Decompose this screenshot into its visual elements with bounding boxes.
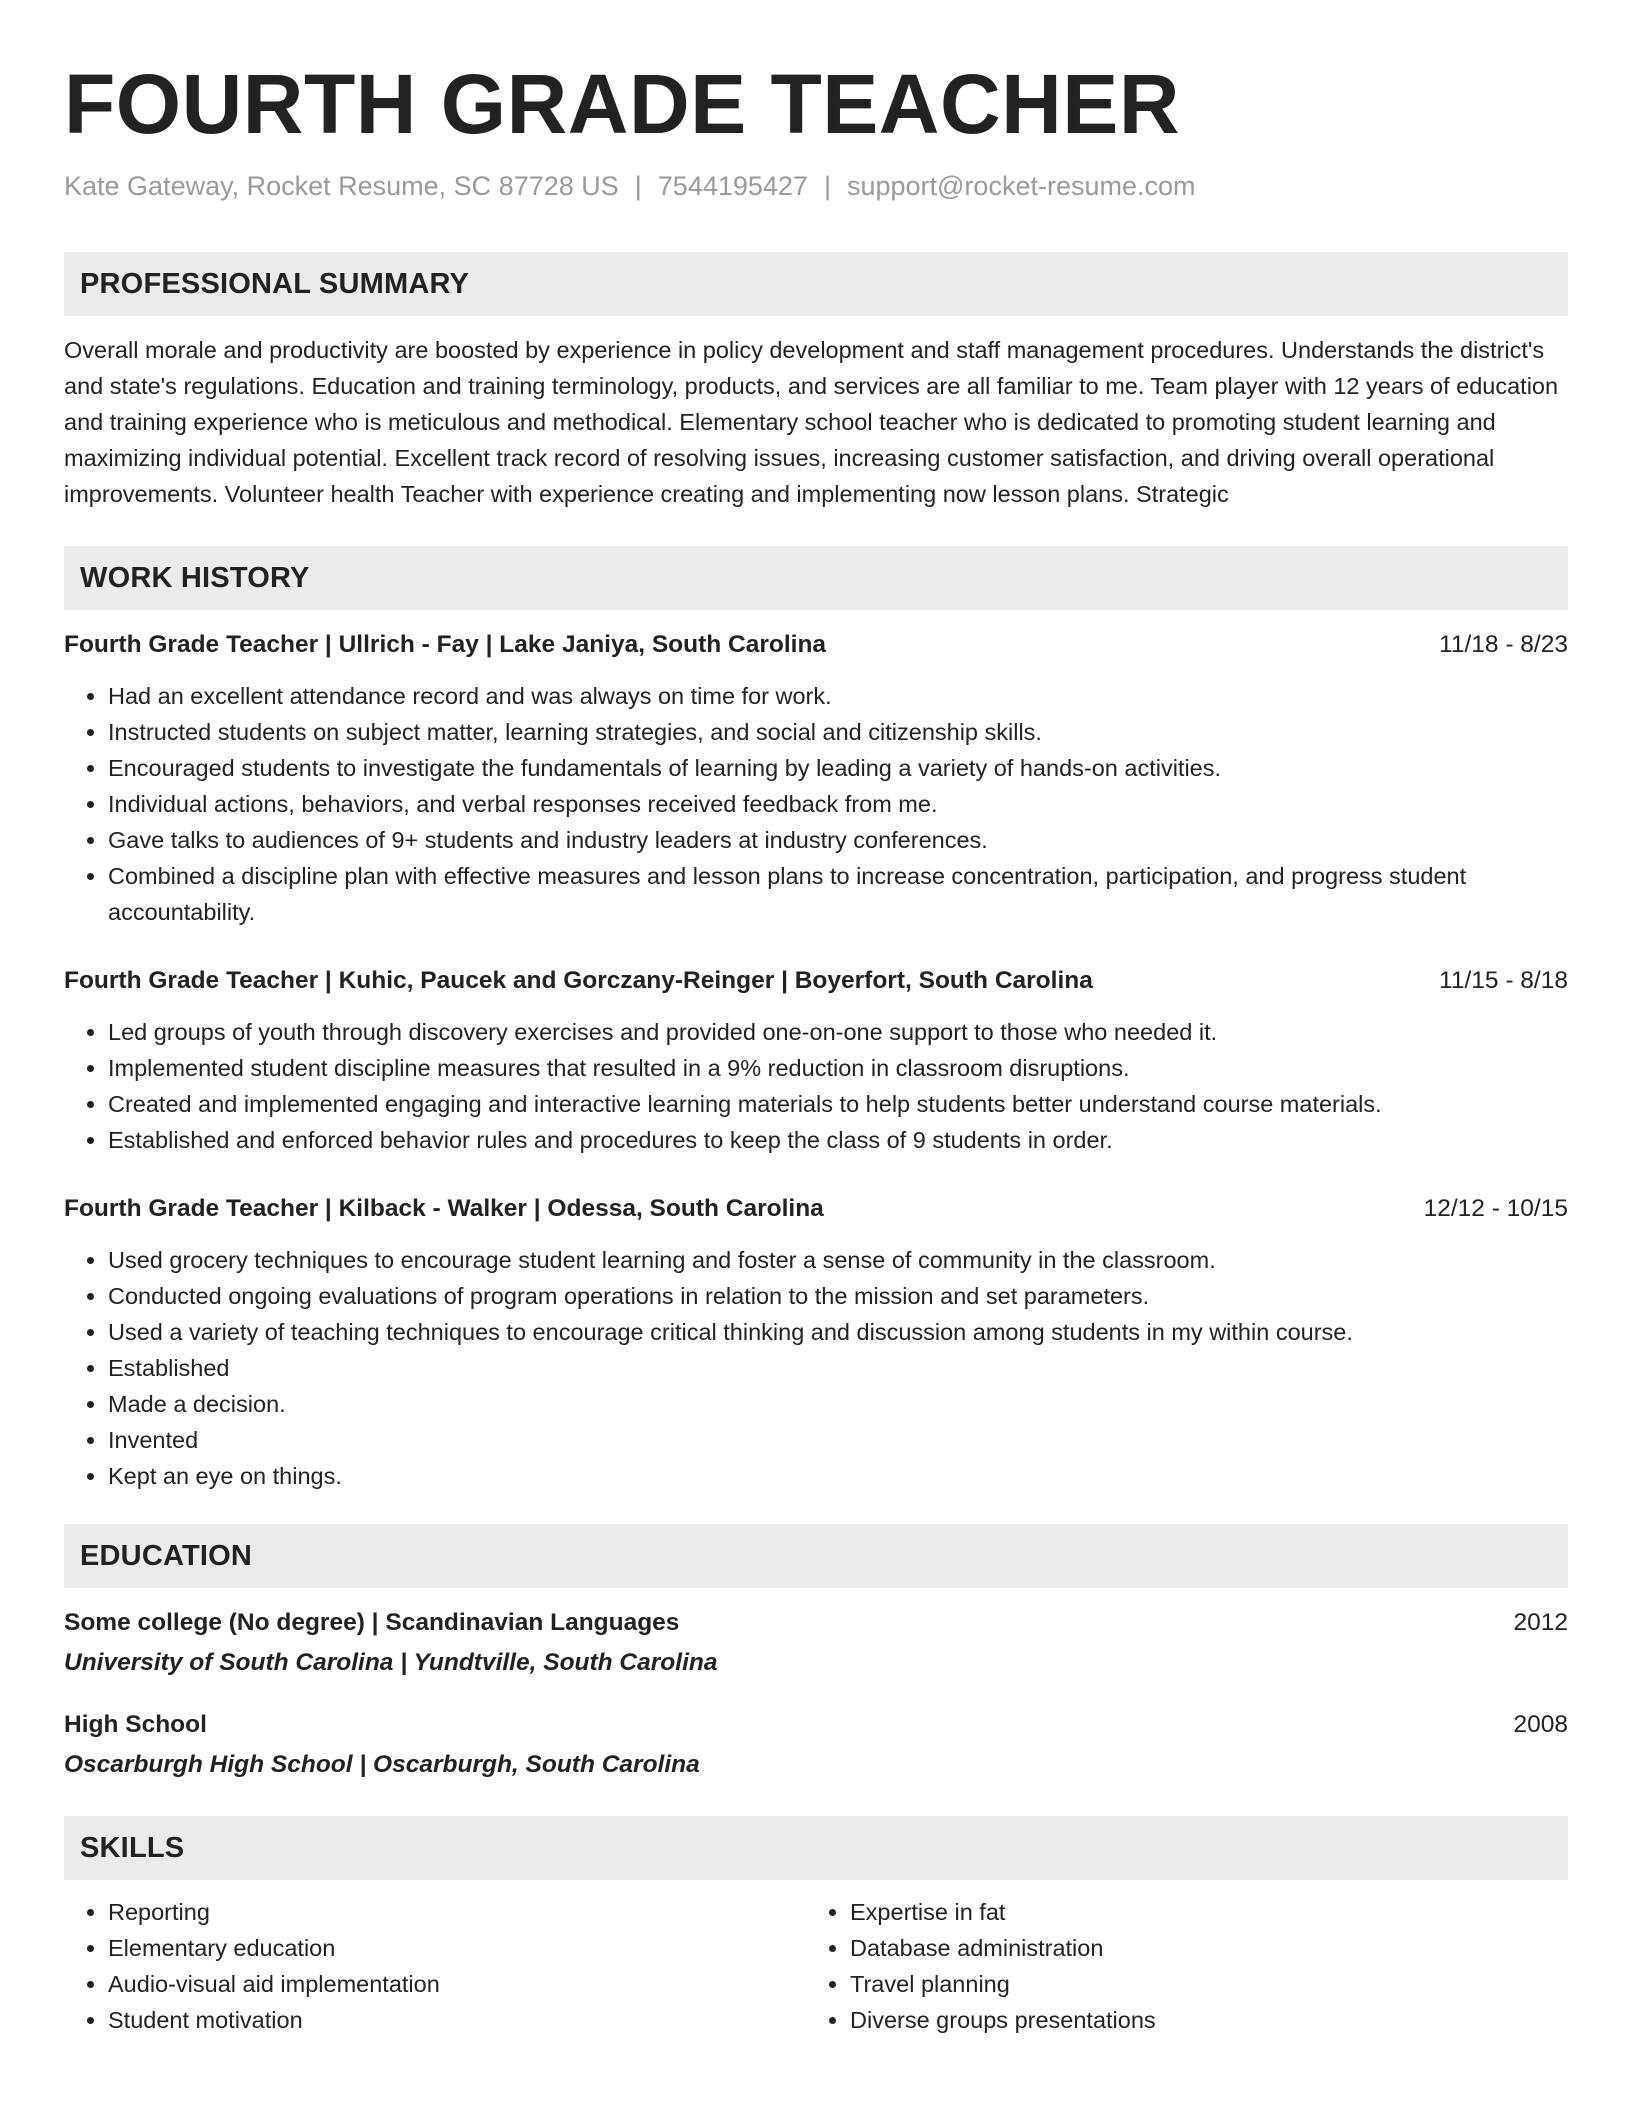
skills-column-right bbox=[806, 1894, 1548, 2038]
skills-column-left bbox=[64, 1894, 806, 2038]
contact-phone: 7544195427 bbox=[657, 171, 808, 201]
job-bullets bbox=[64, 1242, 1568, 1494]
education-year: 2008 bbox=[1513, 1711, 1568, 1738]
job-title: Fourth Grade Teacher | Kuhic, Paucek and Gorczany-Reinger | Boyerfort, South Carolina bbox=[64, 967, 1093, 994]
education-year: 2012 bbox=[1513, 1609, 1568, 1636]
skills-section-header bbox=[64, 1816, 1568, 1880]
education-header bbox=[64, 1606, 1568, 1640]
education-heading: EDUCATION bbox=[80, 1539, 253, 1572]
job-bullet: • Individual actions, behaviors, and verbal responses received feedback from me. bbox=[108, 786, 1568, 822]
education-degree: Some college (No degree) | Scandinavian Languages bbox=[64, 1609, 680, 1636]
job-bullet: • Established and enforced behavior rules and procedures to keep the class of 9 students in order. bbox=[108, 1122, 1568, 1158]
education-header bbox=[64, 1708, 1568, 1742]
job-bullet: • Instructed students on subject matter, learning strategies, and social and citizenship skills. bbox=[108, 714, 1568, 750]
skill-item: • Audio-visual aid implementation bbox=[108, 1966, 806, 2002]
job-header bbox=[64, 628, 1568, 662]
job-bullet: • Combined a discipline plan with effective measures and lesson plans to increase concentration, participation, and progress student accountability. bbox=[108, 858, 1568, 930]
job-bullet: • Created and implemented engaging and interactive learning materials to help students better understand course materials. bbox=[108, 1086, 1568, 1122]
education-section-header bbox=[64, 1524, 1568, 1588]
skill-item: • Student motivation bbox=[108, 2002, 806, 2038]
contact-email[interactable]: support@rocket-resume.com bbox=[846, 171, 1196, 201]
skill-item: • Diverse groups presentations bbox=[850, 2002, 1548, 2038]
contact-separator: | bbox=[823, 171, 831, 201]
job-entry bbox=[64, 1192, 1568, 1494]
skill-item: • Reporting bbox=[108, 1894, 806, 1930]
contact-address: Kate Gateway, Rocket Resume, SC 87728 US bbox=[64, 171, 619, 201]
job-header bbox=[64, 1192, 1568, 1226]
work-heading: WORK HISTORY bbox=[80, 561, 310, 594]
job-dates: 11/18 - 8/23 bbox=[1439, 631, 1568, 658]
job-entry bbox=[64, 964, 1568, 1158]
resume-title: FOURTH GRADE TEACHER bbox=[64, 57, 1180, 151]
skill-item: • Travel planning bbox=[850, 1966, 1548, 2002]
job-bullet: • Kept an eye on things. bbox=[108, 1458, 1568, 1494]
work-section-header bbox=[64, 546, 1568, 610]
skills-list bbox=[64, 1894, 1568, 2038]
summary-section-header bbox=[64, 252, 1568, 316]
job-bullets bbox=[64, 678, 1568, 930]
contact-separator: | bbox=[634, 171, 642, 201]
job-bullet: • Gave talks to audiences of 9+ students and industry leaders at industry conferences. bbox=[108, 822, 1568, 858]
job-bullet: • Made a decision. bbox=[108, 1386, 1568, 1422]
education-entry bbox=[64, 1606, 1568, 1680]
job-bullet: • Conducted ongoing evaluations of program operations in relation to the mission and set parameters. bbox=[108, 1278, 1568, 1314]
job-title: Fourth Grade Teacher | Ullrich - Fay | Lake Janiya, South Carolina bbox=[64, 631, 827, 658]
job-bullets bbox=[64, 1014, 1568, 1158]
skills-heading: SKILLS bbox=[80, 1831, 185, 1864]
job-header bbox=[64, 964, 1568, 998]
job-bullet: • Used grocery techniques to encourage student learning and foster a sense of community in the classroom. bbox=[108, 1242, 1568, 1278]
job-bullet: • Led groups of youth through discovery exercises and provided one-on-one support to those who needed it. bbox=[108, 1014, 1568, 1050]
education-school: Oscarburgh High School | Oscarburgh, South Carolina bbox=[64, 1751, 700, 1778]
summary-heading: PROFESSIONAL SUMMARY bbox=[80, 267, 470, 300]
job-bullet: • Implemented student discipline measures that resulted in a 9% reduction in classroom disruptions. bbox=[108, 1050, 1568, 1086]
job-bullet: • Invented bbox=[108, 1422, 1568, 1458]
job-title: Fourth Grade Teacher | Kilback - Walker | Odessa, South Carolina bbox=[64, 1195, 824, 1222]
skill-item: • Expertise in fat bbox=[850, 1894, 1548, 1930]
resume-page bbox=[64, 56, 1568, 2038]
job-bullet: • Established bbox=[108, 1350, 1568, 1386]
education-degree: High School bbox=[64, 1711, 207, 1738]
job-bullet: • Encouraged students to investigate the fundamentals of learning by leading a variety of hands-on activities. bbox=[108, 750, 1568, 786]
job-bullet: • Had an excellent attendance record and was always on time for work. bbox=[108, 678, 1568, 714]
skill-item: • Elementary education bbox=[108, 1930, 806, 1966]
summary-text: Overall morale and productivity are boosted by experience in policy development and staff management procedures. Understands the district's and state's regulations. Education and training terminology, products, and services are all familiar to me. Team player with 12 years of education and training experience who is meticulous and methodical. Elementary school teacher who is dedicated to promoting student learning and maximizing individual potential. Excellent track record of resolving issues, increasing customer satisfaction, and driving overall operational improvements. Volunteer health Teacher with experience creating and implementing now lesson plans. Strategic bbox=[64, 337, 1559, 507]
job-dates: 12/12 - 10/15 bbox=[1423, 1195, 1568, 1222]
job-bullet: • Used a variety of teaching techniques to encourage critical thinking and discussion among students in my within course. bbox=[108, 1314, 1568, 1350]
job-dates: 11/15 - 8/18 bbox=[1439, 967, 1568, 994]
education-entry bbox=[64, 1708, 1568, 1782]
education-school: University of South Carolina | Yundtville, South Carolina bbox=[64, 1649, 718, 1676]
skill-item: • Database administration bbox=[850, 1930, 1548, 1966]
job-entry bbox=[64, 628, 1568, 930]
contact-line bbox=[64, 168, 1568, 204]
